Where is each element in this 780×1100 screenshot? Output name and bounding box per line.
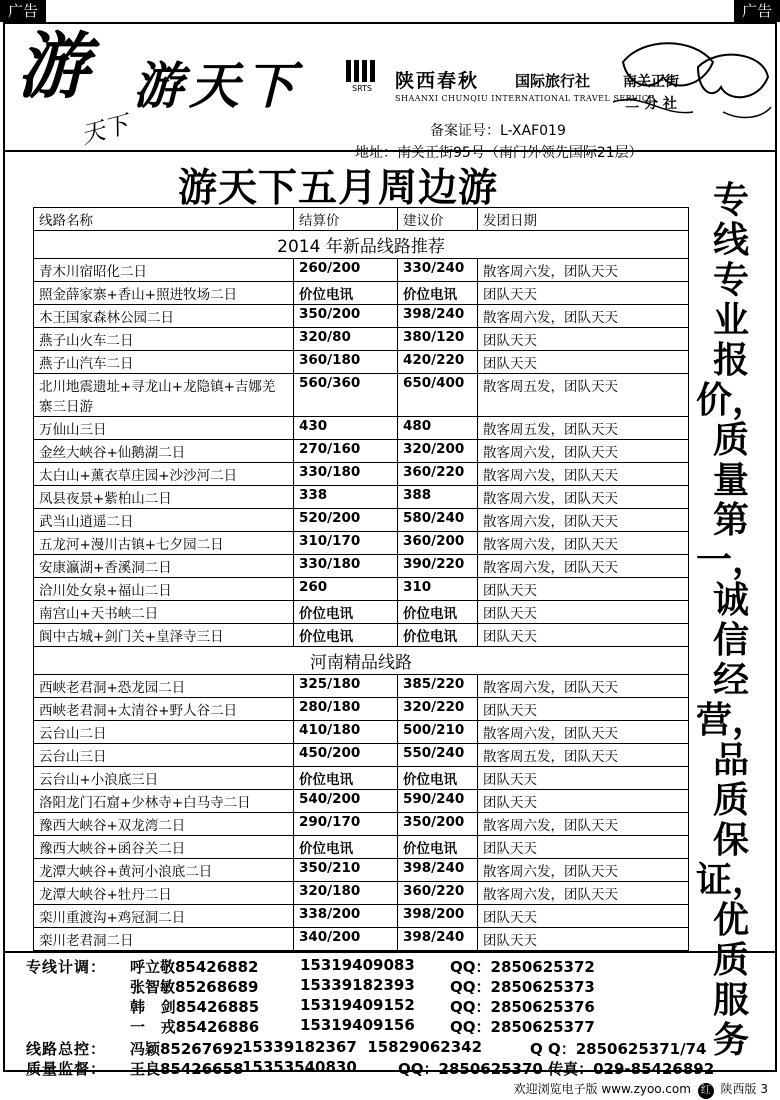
quality-name: 王良85426658 (130, 1060, 244, 1078)
contact-label: 专线计调： (26, 958, 107, 976)
address: 地址：南关正街95号（南门外领先国际21层） (355, 145, 643, 161)
departure-dates: 团队天天 (478, 328, 689, 351)
suggest-price: 500/210 (398, 721, 478, 744)
suggest-price: 360/200 (398, 532, 478, 555)
table-row (34, 813, 689, 836)
route-name: 西峡老君洞+恐龙园二日 (34, 675, 294, 698)
route-name: 青木川宿昭化二日 (34, 259, 294, 282)
agency-name-en: SHAANXI CHUNQIU INTERNATIONAL TRAVEL SERVICE (395, 94, 655, 103)
departure-dates: 散客周五发，团队天天 (478, 744, 689, 767)
settle-price: 价位电讯 (294, 624, 398, 647)
route-name: 北川地震遗址+寻龙山+龙隐镇+吉娜羌寨三日游 (34, 374, 294, 417)
route-name: 燕子山火车二日 (34, 328, 294, 351)
control-label: 线路总控： (26, 1040, 107, 1058)
settle-price: 330/180 (294, 555, 398, 578)
suggest-price: 360/220 (398, 463, 478, 486)
control-qq: Q Q：2850625371/74 (530, 1040, 707, 1058)
departure-dates: 团队天天 (478, 282, 689, 305)
departure-dates: 团队天天 (478, 351, 689, 374)
footer-text: 欢迎浏览电子版 www.zyoo.com (513, 1082, 691, 1096)
header-dates: 发团日期 (478, 208, 689, 231)
logo-calligraphy-small: 天下 (77, 110, 132, 150)
departure-dates: 团队天天 (478, 836, 689, 859)
settle-price: 260 (294, 578, 398, 601)
table-row (34, 374, 689, 417)
departure-dates: 团队天天 (478, 928, 689, 951)
table-row (34, 305, 689, 328)
suggest-price: 价位电讯 (398, 836, 478, 859)
table-row (34, 698, 689, 721)
suggest-price: 价位电讯 (398, 624, 478, 647)
suggest-price: 590/240 (398, 790, 478, 813)
route-name: 豫西大峡谷+函谷关二日 (34, 836, 294, 859)
route-name: 豫西大峡谷+双龙湾二日 (34, 813, 294, 836)
table-row (34, 744, 689, 767)
suggest-price: 价位电讯 (398, 601, 478, 624)
route-name: 洛阳龙门石窟+少林寺+白马寺二日 (34, 790, 294, 813)
contact-qq: QQ：2850625373 (450, 978, 595, 996)
header-suggest: 建议价 (398, 208, 478, 231)
table-row (34, 836, 689, 859)
contact-name: 一 戎85426886 (130, 1018, 260, 1036)
suggest-price: 480 (398, 417, 478, 440)
settle-price: 560/360 (294, 374, 398, 417)
table-row (34, 417, 689, 440)
route-name: 五龙河+漫川古镇+七夕园二日 (34, 532, 294, 555)
agency-type: 国际旅行社 (515, 72, 591, 90)
contact-qq: QQ：2850625377 (450, 1018, 595, 1036)
suggest-price: 360/220 (398, 882, 478, 905)
license-number: 备案证号：L-XAF019 (430, 123, 566, 139)
suggest-price: 385/220 (398, 675, 478, 698)
departure-dates: 散客周五发，团队天天 (478, 417, 689, 440)
settle-price: 320/80 (294, 328, 398, 351)
suggest-price: 398/240 (398, 928, 478, 951)
settle-price: 540/200 (294, 790, 398, 813)
suggest-price: 350/200 (398, 813, 478, 836)
slogan-vertical: 专线专业报价，质量第一，诚信经营，品质保证，优质服务 (696, 180, 769, 1061)
departure-dates: 团队天天 (478, 698, 689, 721)
settle-price: 338 (294, 486, 398, 509)
routes-table (33, 207, 689, 951)
suggest-price: 价位电讯 (398, 767, 478, 790)
departure-dates: 散客周六发，团队天天 (478, 440, 689, 463)
table-row (34, 509, 689, 532)
table-row (34, 721, 689, 744)
suggest-price: 398/200 (398, 905, 478, 928)
table-row (34, 905, 689, 928)
departure-dates: 散客周六发，团队天天 (478, 486, 689, 509)
suggest-price: 320/200 (398, 440, 478, 463)
table-row (34, 532, 689, 555)
table-row (34, 859, 689, 882)
route-name: 云台山+小浪底三日 (34, 767, 294, 790)
section-row (34, 231, 689, 259)
departure-dates: 团队天天 (478, 624, 689, 647)
footer-edition: 陕西版 3 (720, 1082, 768, 1096)
table-row (34, 882, 689, 905)
departure-dates: 团队天天 (478, 767, 689, 790)
section-title: 河南精品线路 (34, 647, 689, 675)
settle-price: 价位电讯 (294, 767, 398, 790)
contact-qq: QQ：2850625372 (450, 958, 595, 976)
route-name: 武当山逍遥二日 (34, 509, 294, 532)
section-title: 2014 年新品线路推荐 (34, 231, 689, 259)
contact-name: 呼立敬85426882 (130, 958, 259, 976)
table-row (34, 601, 689, 624)
departure-dates: 散客周六发，团队天天 (478, 859, 689, 882)
settle-price: 价位电讯 (294, 282, 398, 305)
contact-mobile: 15339182393 (300, 976, 415, 994)
table-row (34, 767, 689, 790)
branch-name (623, 71, 679, 115)
departure-dates: 团队天天 (478, 790, 689, 813)
departure-dates: 散客周六发，团队天天 (478, 882, 689, 905)
route-name: 木王国家森林公园二日 (34, 305, 294, 328)
settle-price: 430 (294, 417, 398, 440)
departure-dates: 散客周五发，团队天天 (478, 374, 689, 417)
route-name: 栾川重渡沟+鸡冠洞二日 (34, 905, 294, 928)
table-row (34, 790, 689, 813)
settle-price: 价位电讯 (294, 836, 398, 859)
header-route: 线路名称 (34, 208, 294, 231)
settle-price: 338/200 (294, 905, 398, 928)
settle-price: 325/180 (294, 675, 398, 698)
table-row (34, 675, 689, 698)
settle-price: 价位电讯 (294, 601, 398, 624)
departure-dates: 团队天天 (478, 905, 689, 928)
control-mobile: 15339182367 15829062342 (242, 1038, 483, 1056)
ad-label-right: 广告 (734, 0, 780, 22)
suggest-price: 380/120 (398, 328, 478, 351)
quality-mobile: 15353540830 (242, 1058, 357, 1076)
route-name: 阆中古城+剑门关+皇泽寺三日 (34, 624, 294, 647)
settle-price: 330/180 (294, 463, 398, 486)
suggest-price: 420/220 (398, 351, 478, 374)
route-name: 安康瀛湖+香溪洞二日 (34, 555, 294, 578)
control-name: 冯颖85267692 (130, 1040, 244, 1058)
branch-line2: 二 分 社 (625, 96, 677, 112)
route-name: 龙潭大峡谷+牡丹二日 (34, 882, 294, 905)
table-row (34, 351, 689, 374)
settle-price: 320/180 (294, 882, 398, 905)
settle-price: 260/200 (294, 259, 398, 282)
settle-price: 340/200 (294, 928, 398, 951)
departure-dates: 散客周六发，团队天天 (478, 555, 689, 578)
route-name: 南宫山+天书峡二日 (34, 601, 294, 624)
route-name: 燕子山汽车二日 (34, 351, 294, 374)
suggest-price: 580/240 (398, 509, 478, 532)
settle-price: 350/200 (294, 305, 398, 328)
table-row (34, 555, 689, 578)
table-row (34, 624, 689, 647)
settle-price: 280/180 (294, 698, 398, 721)
departure-dates: 散客周六发，团队天天 (478, 463, 689, 486)
suggest-price: 550/240 (398, 744, 478, 767)
route-name: 万仙山三日 (34, 417, 294, 440)
settle-price: 410/180 (294, 721, 398, 744)
suggest-price: 价位电讯 (398, 282, 478, 305)
table-row (34, 928, 689, 951)
table-header-row (34, 208, 689, 231)
route-name: 洽川处女泉+福山二日 (34, 578, 294, 601)
contact-name: 张智敏85268689 (130, 978, 259, 996)
page-title: 游天下五月周边游 (178, 166, 499, 211)
agency-name: 陕西春秋 (395, 70, 480, 92)
route-name: 太白山+薰衣草庄园+沙沙河二日 (34, 463, 294, 486)
departure-dates: 散客周六发，团队天天 (478, 509, 689, 532)
suggest-price: 398/240 (398, 305, 478, 328)
route-name: 西峡老君洞+太清谷+野人谷二日 (34, 698, 294, 721)
departure-dates: 团队天天 (478, 578, 689, 601)
departure-dates: 团队天天 (478, 601, 689, 624)
departure-dates: 散客周六发，团队天天 (478, 675, 689, 698)
section-row (34, 647, 689, 675)
route-name: 云台山二日 (34, 721, 294, 744)
route-name: 龙潭大峡谷+黄河小浪底二日 (34, 859, 294, 882)
agency-logo-text: SRTS (351, 84, 373, 93)
table-row (34, 328, 689, 351)
departure-dates: 散客周六发，团队天天 (478, 259, 689, 282)
suggest-price: 330/240 (398, 259, 478, 282)
ad-label-left: 广告 (0, 0, 46, 22)
table-row (34, 578, 689, 601)
settle-price: 520/200 (294, 509, 398, 532)
route-name: 栾川老君洞二日 (34, 928, 294, 951)
contact-name: 韩 剑85426885 (130, 998, 260, 1016)
divider (5, 951, 775, 953)
table-row (34, 440, 689, 463)
header (5, 23, 775, 161)
settle-price: 270/160 (294, 440, 398, 463)
logo-calligraphy: 游 (17, 23, 90, 108)
departure-dates: 散客周六发，团队天天 (478, 532, 689, 555)
contact-mobile: 15319409083 (300, 956, 415, 974)
departure-dates: 散客周六发，团队天天 (478, 721, 689, 744)
departure-dates: 散客周六发，团队天天 (478, 813, 689, 836)
suggest-price: 398/240 (398, 859, 478, 882)
suggest-price: 388 (398, 486, 478, 509)
settle-price: 350/210 (294, 859, 398, 882)
table-row (34, 486, 689, 509)
route-name: 凤县夜景+紫柏山二日 (34, 486, 294, 509)
settle-price: 290/170 (294, 813, 398, 836)
table-row (34, 259, 689, 282)
settle-price: 310/170 (294, 532, 398, 555)
branch-line1: 南关正街 (623, 74, 679, 90)
departure-dates: 散客周六发，团队天天 (478, 305, 689, 328)
contact-qq: QQ：2850625376 (450, 998, 595, 1016)
contact-mobile: 15319409152 (300, 996, 415, 1014)
edition-badge: 红 (698, 1083, 714, 1099)
contact-mobile: 15319409156 (300, 1016, 415, 1034)
suggest-price: 310 (398, 578, 478, 601)
table-row (34, 282, 689, 305)
settle-price: 360/180 (294, 351, 398, 374)
suggest-price: 320/220 (398, 698, 478, 721)
suggest-price: 650/400 (398, 374, 478, 417)
footer (514, 1080, 768, 1099)
route-name: 金丝大峡谷+仙鹅湖二日 (34, 440, 294, 463)
settle-price: 450/200 (294, 744, 398, 767)
header-settle: 结算价 (294, 208, 398, 231)
route-name: 云台山三日 (34, 744, 294, 767)
agency-logo-icon (345, 58, 379, 94)
route-name: 照金薛家寨+香山+照进牧场二日 (34, 282, 294, 305)
suggest-price: 390/220 (398, 555, 478, 578)
quality-qq-fax: QQ：2850625370 传真：029-85426892 (398, 1060, 715, 1078)
brand-title: 游天下 (133, 56, 301, 115)
quality-label: 质量监督： (26, 1060, 107, 1078)
routes-body (34, 231, 689, 951)
table-row (34, 463, 689, 486)
